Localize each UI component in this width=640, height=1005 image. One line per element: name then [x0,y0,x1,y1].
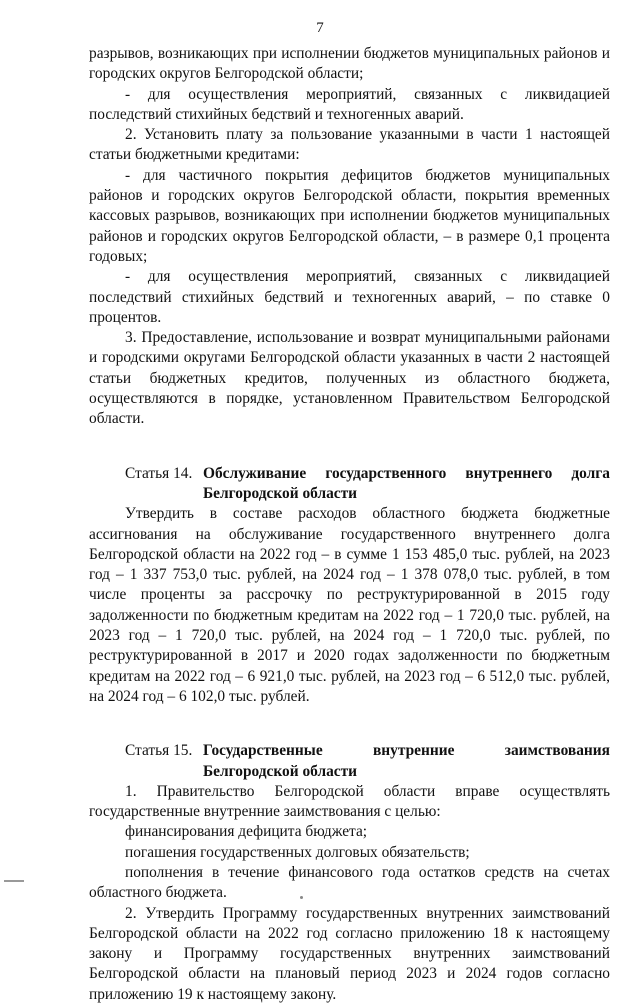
article-14-heading [89,464,610,505]
paragraph: пополнения в течение финансового года остатков средств на счетах областного бюджета. [89,863,610,902]
paragraph: Утвердить в составе расходов областного бюджета бюджетные ассигнования на обслуживание государственного внутреннего долга Белгородской области на 2022 год – в сумме 1 153 485,0 тыс. рублей, на 2023 год – 1 337 753,0 тыс. рублей, на 2024 год – 1 378 078,0 тыс. рублей, в том числе проценты за рассрочку по реструктурированной в 2015 году задолженности по бюджетным кредитам на 2022 год – 1 720,0 тыс. рублей, на 2023 год – 1 720,0 тыс. рублей, на 2024 год – 1 720,0 тыс. рублей, по реструктурированной в 2017 и 2020 годах задолженности по бюджетным кредитам на 2022 год – 6 921,0 тыс. рублей, на 2023 год – 6 512,0 тыс. рублей, на 2024 год – 6 102,0 тыс. рублей. [89,505,610,705]
article-15-title [203,741,610,782]
paragraph: финансирования дефицита бюджета; [125,823,368,841]
paragraph: - для частичного покрытия дефицитов бюджетов муниципальных районов и городских округов Белгородской области, покрытия временных кассовых разрывов, возникающих при исполнении бюджетов муниципальных районов и городских округов Белгородской области, – в размере 0,1 процента годовых; [89,166,610,265]
article-15-label: Статья 15. [125,742,193,760]
paragraph: 2. Утвердить Программу государственных внутренних заимствований Белгородской области на 2022 год согласно приложению 18 к настоящему закону и Программу государственных внутренних заимствований Белгородской области на плановый период 2023 и 2024 годов согласно приложению 19 к настоящему закону. [89,904,610,1003]
paragraph: погашения государственных долговых обязательств; [125,843,470,861]
article-14-title [203,464,610,505]
article-15-title-line2: Белгородской области [203,762,358,780]
paragraph: - для осуществления мероприятий, связанных с ликвидацией последствий стихийных бедствий и техногенных аварий, – по ставке 0 процентов. [89,268,610,326]
paragraph: 1. Правительство Белгородской области вправе осуществлять государственные внутренние заимствования с целью: [89,782,610,821]
scan-mark [4,880,24,882]
document-body [89,44,610,1005]
paragraph: 2. Установить плату за пользование указанными в части 1 настоящей статьи бюджетными кредитами: [89,126,610,164]
page-number: 7 [316,20,324,36]
article-15-title-line1: Государственные внутренние заимствования [203,742,610,760]
paragraph: 3. Предоставление, использование и возврат муниципальными районами и городскими округами Белгородской области указанных в части 2 настоящей статьи бюджетных кредитов, полученных из областного бюджета, осуществляются в порядке, установленном Правительством Белгородской области. [89,329,610,428]
article-14-label: Статья 14. [125,464,193,482]
paragraph: разрывов, возникающих при исполнении бюджетов муниципальных районов и городских округов Белгородской области; [89,45,610,83]
article-14-title-line1: Обслуживание государственного внутреннего долга [203,464,610,482]
paragraph: - для осуществления мероприятий, связанных с ликвидацией последствий стихийных бедствий и техногенных аварий. [89,85,610,123]
article-14-title-line2: Белгородской области [203,484,358,502]
article-15-heading [89,741,610,782]
scan-dot [300,896,303,899]
